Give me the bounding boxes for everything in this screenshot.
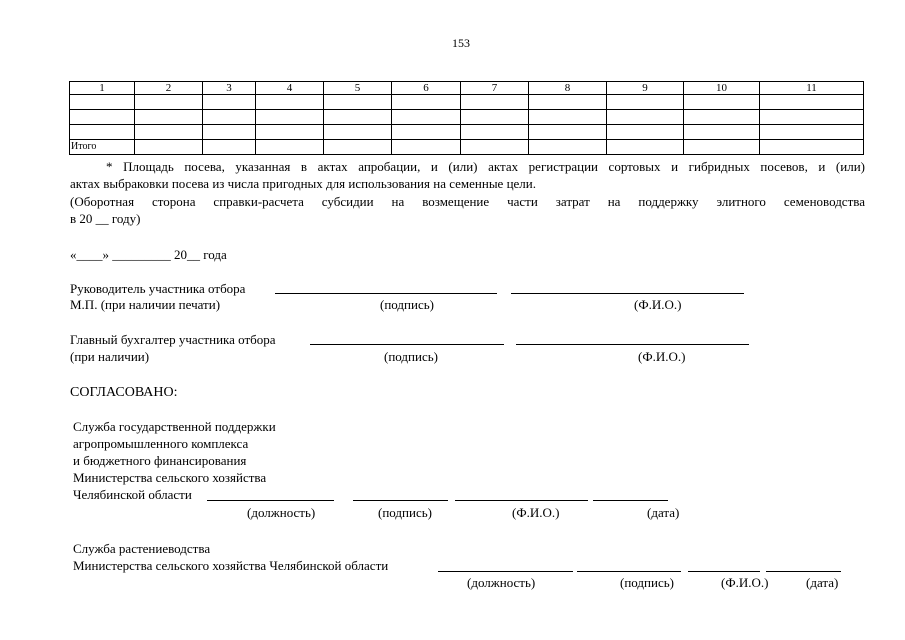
- accountant-fio-line[interactable]: [516, 344, 749, 345]
- head-sign-caption: (подпись): [380, 297, 434, 312]
- service2-sign-caption: (подпись): [620, 575, 674, 590]
- total-label: Итого: [70, 140, 135, 155]
- service2-sign-line[interactable]: [577, 571, 681, 572]
- data-table: [69, 81, 864, 155]
- table-header-cell: 10: [684, 82, 760, 95]
- head-stamp-note: М.П. (при наличии печати): [70, 297, 221, 312]
- service1-fio-line[interactable]: [455, 500, 588, 501]
- service2-date-line[interactable]: [766, 571, 841, 572]
- accountant-sign-line[interactable]: [310, 344, 504, 345]
- table-row: [70, 110, 864, 125]
- service2-position-caption: (должность): [467, 575, 536, 590]
- table-header-cell: 2: [135, 82, 203, 95]
- table-row: [70, 95, 864, 110]
- table-header-cell: 8: [529, 82, 607, 95]
- service1-date-caption: (дата): [647, 505, 680, 520]
- head-sign-line[interactable]: [275, 293, 497, 294]
- table-header-cell: 1: [70, 82, 135, 95]
- service1-date-line[interactable]: [593, 500, 668, 501]
- service2-date-caption: (дата): [806, 575, 839, 590]
- service2-fio-caption: (Ф.И.О.): [721, 575, 769, 590]
- table-total-row: [70, 140, 864, 155]
- service1-sign-caption: (подпись): [378, 505, 432, 520]
- approved-heading: СОГЛАСОВАНО:: [70, 385, 178, 400]
- footnote-line: * Площадь посева, указанная в актах апробации, и (или) актах регистрации сортовых и гибридных посевов, и (или): [106, 159, 865, 174]
- table-header-cell: 7: [461, 82, 529, 95]
- table-header-cell: 3: [203, 82, 256, 95]
- head-fio-line[interactable]: [511, 293, 744, 294]
- date-line: «____» _________ 20__ года: [70, 247, 227, 262]
- service1-position-caption: (должность): [247, 505, 316, 520]
- page-number: 153: [452, 36, 470, 50]
- accountant-fio-caption: (Ф.И.О.): [638, 349, 686, 364]
- service2-fio-line[interactable]: [688, 571, 760, 572]
- table-header-cell: 6: [392, 82, 461, 95]
- service1-line: агропромышленного комплекса: [73, 436, 249, 451]
- head-label: Руководитель участника отбора: [70, 281, 246, 296]
- footnote: [70, 158, 865, 192]
- service1-sign-line[interactable]: [353, 500, 448, 501]
- service1-line: Служба государственной поддержки: [73, 419, 276, 434]
- service1-fio-caption: (Ф.И.О.): [512, 505, 560, 520]
- table-header-cell: 5: [324, 82, 392, 95]
- service1-line: и бюджетного финансирования: [73, 453, 247, 468]
- service2-line: Министерства сельского хозяйства Челябинской области: [73, 558, 389, 573]
- service1-line: Челябинской области: [73, 487, 192, 502]
- table-header-cell: 4: [256, 82, 324, 95]
- reverse-note-line: (Оборотная сторона справки-расчета субсидии на возмещение части затрат на поддержку элитного семеноводства: [70, 194, 865, 209]
- table-row: [70, 125, 864, 140]
- table-header-row: [70, 82, 864, 95]
- reverse-note: [70, 193, 865, 227]
- service1-position-line[interactable]: [207, 500, 334, 501]
- accountant-note: (при наличии): [70, 349, 150, 364]
- footnote-line: актах выбраковки посева из числа пригодных для использования на семенные цели.: [70, 176, 536, 191]
- head-fio-caption: (Ф.И.О.): [634, 297, 682, 312]
- reverse-note-line: в 20 __ году): [70, 211, 141, 226]
- table-header-cell: 9: [607, 82, 684, 95]
- accountant-sign-caption: (подпись): [384, 349, 438, 364]
- service1-line: Министерства сельского хозяйства: [73, 470, 267, 485]
- service2-position-line[interactable]: [438, 571, 573, 572]
- service2-line: Служба растениеводства: [73, 541, 211, 556]
- table-header-cell: 11: [760, 82, 864, 95]
- accountant-label: Главный бухгалтер участника отбора: [70, 332, 276, 347]
